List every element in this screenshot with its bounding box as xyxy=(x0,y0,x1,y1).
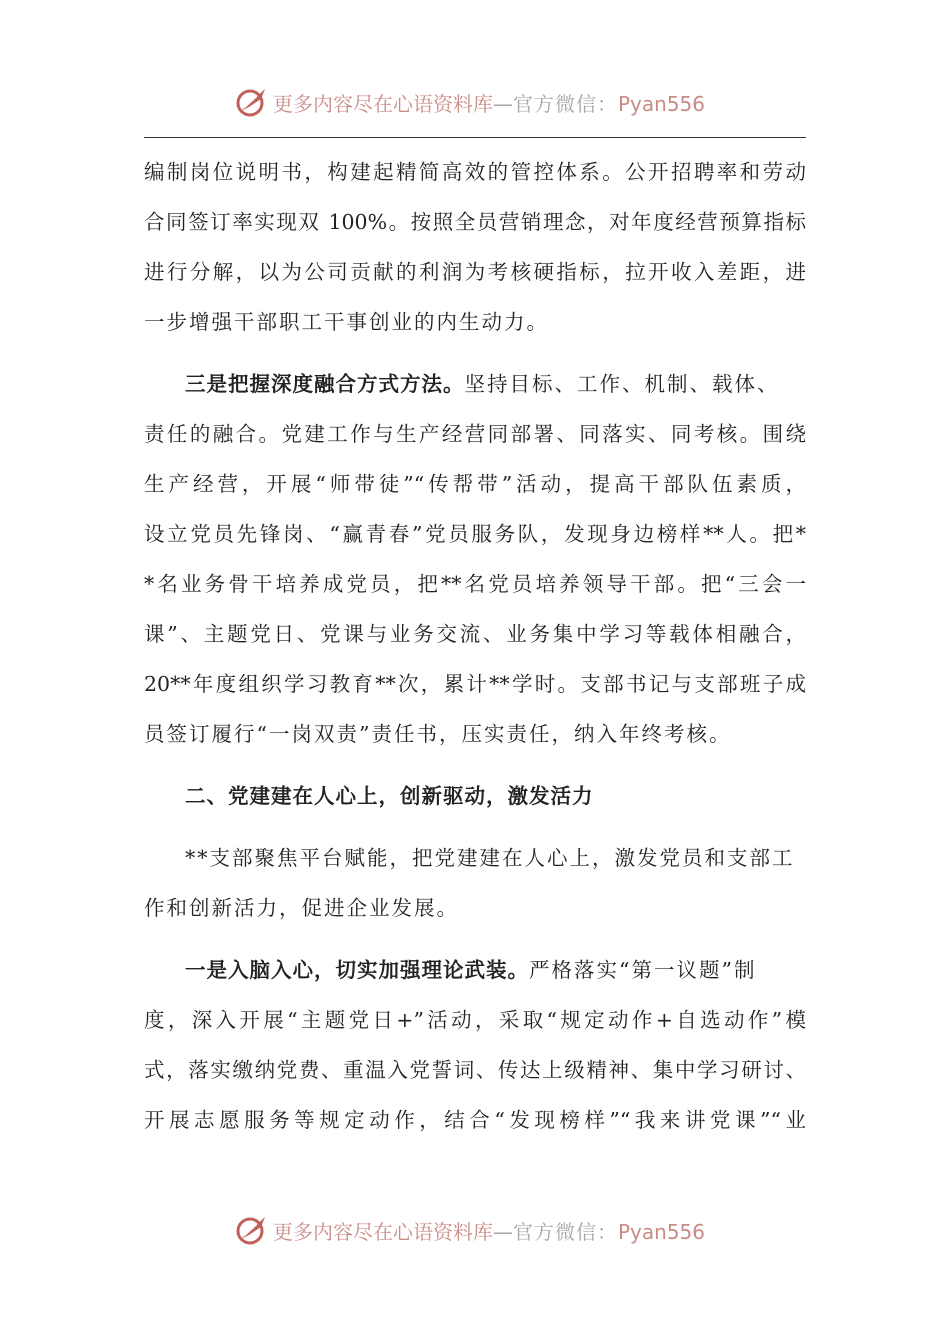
body-line: 20**年度组织学习教育**次，累计**学时。支部书记与支部班子成 xyxy=(144,672,806,696)
footer-dash: — xyxy=(492,1219,513,1244)
footer-wechat-id: Pyan556 xyxy=(617,1219,705,1244)
body-line: 设立党员先锋岗、“赢青春”党员服务队，发现身边榜样**人。把* xyxy=(144,522,806,546)
body-line: 一步增强干部职工干事创业的内生动力。 xyxy=(144,310,549,334)
header-dash: — xyxy=(492,91,513,116)
document-body xyxy=(144,152,806,1150)
body-line xyxy=(144,364,806,414)
body-line: 式，落实缴纳党费、重温入党誓词、传达上级精神、集中学习研讨、 xyxy=(144,1058,806,1082)
body-line: 课”、主题党日、党课与业务交流、业务集中学习等载体相融合， xyxy=(144,622,806,646)
paragraph-lead: 一是入脑入心，切实加强理论武装。 xyxy=(185,958,529,982)
body-line: 员签订履行“一岗双责”责任书，压实责任，纳入年终考核。 xyxy=(144,722,732,746)
body-line: 合同签订率实现双 100%。按照全员营销理念，对年度经营预算指标 xyxy=(144,210,806,234)
header-text xyxy=(273,88,705,117)
footer-text xyxy=(273,1216,705,1245)
body-text: 坚持目标、工作、机制、载体、 xyxy=(464,372,780,396)
footer-wechat-label: 官方微信： xyxy=(512,1219,618,1244)
body-line: 进行分解，以为公司贡献的利润为考核硬指标，拉开收入差距，进 xyxy=(144,260,806,284)
footer-brand: 更多内容尽在心语资料库 xyxy=(272,1219,493,1244)
header-banner xyxy=(0,80,950,124)
body-line xyxy=(144,950,806,1000)
paragraph-lead: 三是把握深度融合方式方法。 xyxy=(185,372,465,396)
footer-banner xyxy=(0,1208,950,1252)
body-line: *名业务骨干培养成党员，把**名党员培养领导干部。把“三会一 xyxy=(144,572,806,596)
body-line: 作和创新活力，促进企业发展。 xyxy=(144,896,459,920)
header-wechat-id: Pyan556 xyxy=(617,91,705,116)
section-heading: 二、党建建在人心上，创新驱动，激发活力 xyxy=(185,784,594,808)
body-text: 严格落实“第一议题”制 xyxy=(529,958,757,982)
quill-logo-icon xyxy=(235,85,269,119)
header-brand: 更多内容尽在心语资料库 xyxy=(272,91,493,116)
header-wechat-label: 官方微信： xyxy=(512,91,618,116)
body-line: 开展志愿服务等规定动作，结合“发现榜样”“我来讲党课”“业 xyxy=(144,1108,806,1132)
header-divider xyxy=(144,137,806,138)
body-line: **支部聚焦平台赋能，把党建建在人心上，激发党员和支部工 xyxy=(185,846,795,870)
quill-logo-icon xyxy=(235,1213,269,1247)
body-line: 责任的融合。党建工作与生产经营同部署、同落实、同考核。围绕 xyxy=(144,422,806,446)
body-line: 编制岗位说明书，构建起精简高效的管控体系。公开招聘率和劳动 xyxy=(144,160,806,184)
body-line: 度，深入开展“主题党日+”活动，采取“规定动作+自选动作”模 xyxy=(144,1008,806,1032)
body-line: 生产经营，开展“师带徒”“传帮带”活动，提高干部队伍素质， xyxy=(144,472,806,496)
